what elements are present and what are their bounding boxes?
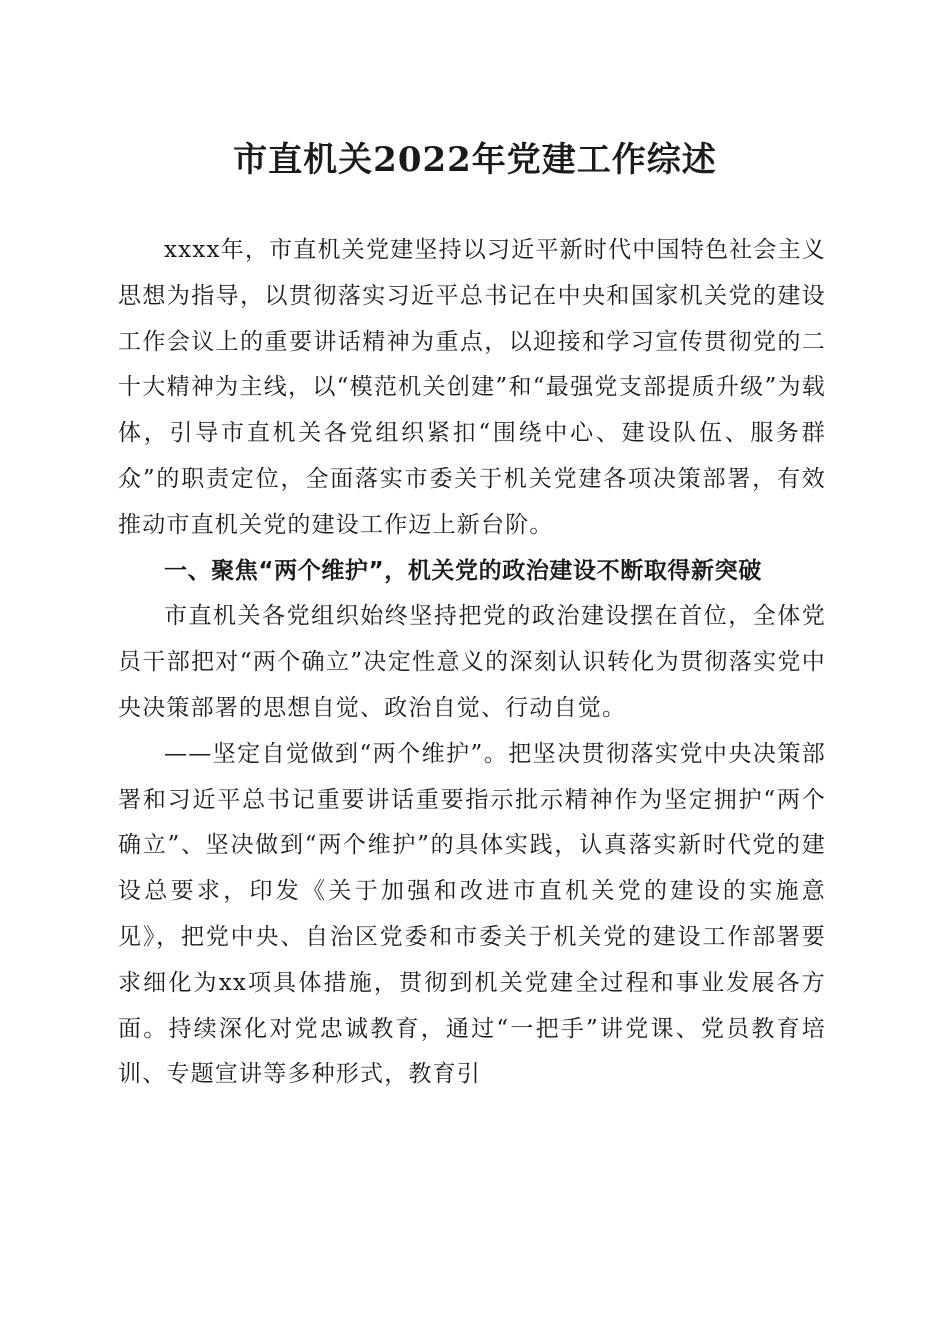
section-paragraph: 市直机关各党组织始终坚持把党的政治建设摆在首位，全体党员干部把对“两个确立”决定性意义的深刻认识转化为贯彻落实党中央决策部署的思想自觉、政治自觉、行动自觉。	[118, 603, 826, 721]
section-heading: 一、聚焦“两个维护”，机关党的政治建设不断取得新突破	[164, 557, 762, 584]
intro-paragraph: xxxx年，市直机关党建坚持以习近平新时代中国特色社会主义思想为指导，以贯彻落实习近平总书记在中央和国家机关党的建设工作会议上的重要讲话精神为重点，以迎接和学习宣传贯彻党的二十大精神为主线，以“模范机关创建”和“最强党支部提质升级”为载体，引导市直机关各党组织紧扣“围绕中心、建设队伍、服务群众”的职责定位，全面落实市委关于机关党建各项决策部署，有效推动市直机关党的建设工作迈上新台阶。	[118, 237, 826, 538]
document-title: 市直机关2022年党建工作综述	[233, 140, 717, 180]
section-paragraph: ——坚定自觉做到“两个维护”。把坚决贯彻落实党中央决策部署和习近平总书记重要讲话重要指示批示精神作为坚定拥护“两个确立”、坚决做到“两个维护”的具体实践，认真落实新时代党的建设总要求，印发《关于加强和改进市直机关党的建设的实施意见》，把党中央、自治区党委和市委关于机关党的建设工作部署要求细化为xx项具体措施，贯彻到机关党建全过程和事业发展各方面。持续深化对党忠诚教育，通过“一把手”讲党课、党员教育培训、专题宣讲等多种形式，教育引	[118, 740, 826, 1088]
document-body	[118, 228, 826, 1098]
